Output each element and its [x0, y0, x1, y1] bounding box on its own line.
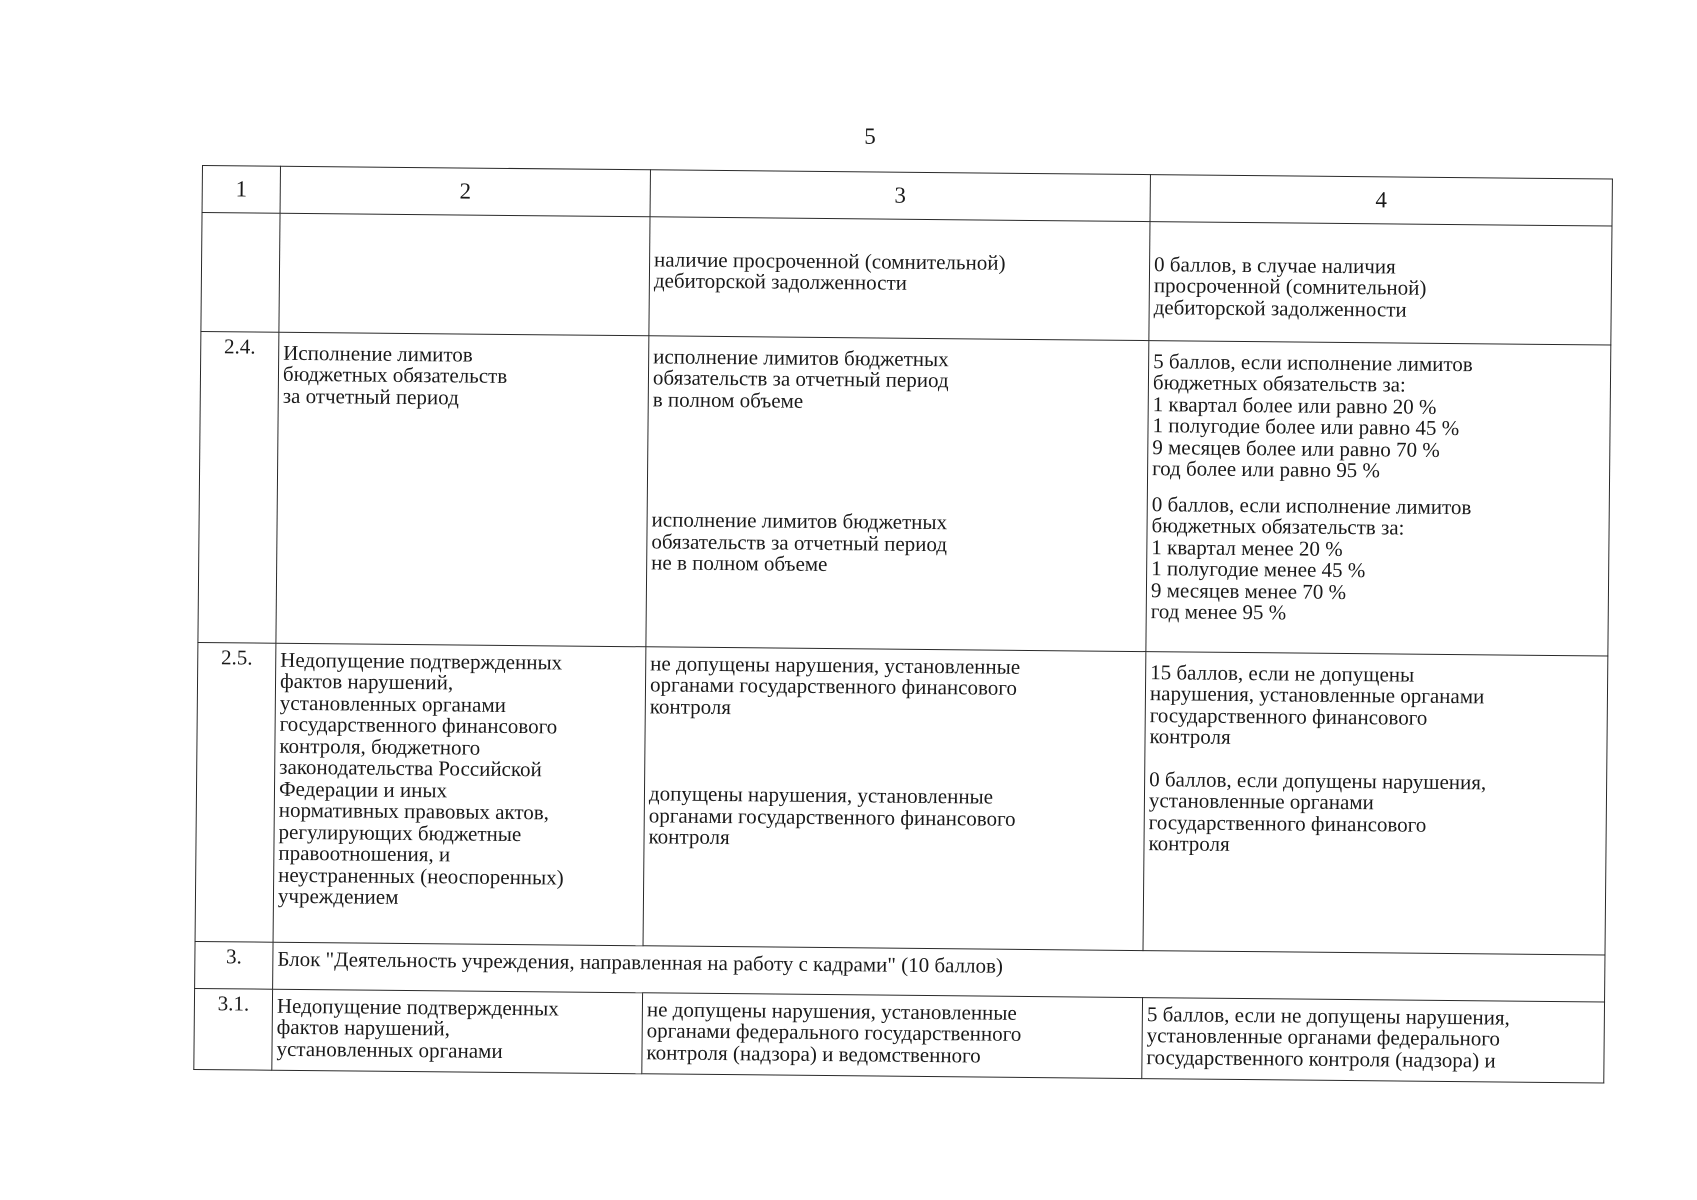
criterion-text: Недопущение подтвержденных фактов нарушений, установленных органами государственного финансового контроля, бюджетного законодательства Российской Федерации и иных нормативных правовых актов, регулирующих бюджетные правоотношения, и неустраненных (неоспоренных) учреждением: [277, 647, 564, 909]
condition-cell: [642, 992, 1143, 1078]
criterion-cell: [272, 989, 643, 1074]
table-row-2-5: [195, 642, 1608, 955]
score-text: 0 баллов, если допущены нарушения, установленные органами государственного финансового контроля: [1148, 766, 1487, 856]
condition-cell: [649, 217, 1150, 340]
score-text: 15 баллов, если не допущены нарушения, установленные органами государственного финансового контроля: [1149, 659, 1485, 749]
condition-text: наличие просроченной (сомнительной) дебиторской задолженности: [653, 246, 1006, 295]
criterion-cell: [279, 213, 650, 335]
condition-text: не допущены нарушения, установленные органами государственного финансового контроля: [649, 650, 1021, 719]
criterion-text: Исполнение лимитов бюджетных обязательств за отчетный период: [282, 340, 508, 409]
column-number-2: 2: [280, 166, 650, 217]
criteria-table: [193, 165, 1613, 1083]
row-number: 2.5.: [195, 642, 276, 942]
condition-text: исполнение лимитов бюджетных обязательств за отчетный период не в полном объеме: [651, 507, 948, 577]
score-cell: [1143, 651, 1608, 954]
score-text: 0 баллов, в случае наличия просроченной (сомнительной) дебиторской задолженности: [1153, 251, 1427, 322]
table-row-2-4: [198, 331, 1611, 656]
block-title: Блок "Деятельность учреждения, направленная на работу с кадрами" (10 баллов): [273, 942, 1605, 1002]
condition-text: не допущены нарушения, установленные органами федерального государственного контроля (надзора) и ведомственного: [646, 996, 1022, 1068]
score-text: 5 баллов, если исполнение лимитов бюджетных обязательств за: 1 квартал более или равно 20 % 1 полугодие более или равно 45 % 9 месяцев более или равно 70 % год более или равно 95 %: [1152, 348, 1473, 483]
column-number-3: 3: [650, 170, 1150, 222]
score-text: 5 баллов, если не допущены нарушения, установленные органами федерального государственного контроля (надзора) и: [1146, 1001, 1510, 1072]
table-row-continuation: [201, 213, 1612, 345]
row-number: 3.1.: [194, 988, 273, 1070]
criterion-cell: [273, 643, 646, 946]
condition-cell: [646, 335, 1149, 651]
score-cell: [1146, 340, 1611, 655]
column-number-1: 1: [202, 166, 280, 214]
row-number: 2.4.: [198, 331, 279, 643]
condition-text: допущены нарушения, установленные органами государственного финансового контроля: [648, 781, 1016, 850]
condition-cell: [643, 646, 1146, 950]
criterion-text: Недопущение подтвержденных фактов нарушений, установленных органами: [276, 993, 559, 1063]
score-text: 0 баллов, если исполнение лимитов бюджетных обязательств за: 1 квартал менее 20 % 1 полугодие менее 45 % 9 месяцев менее 70 % год менее 95 %: [1150, 491, 1472, 625]
column-number-4: 4: [1150, 175, 1612, 226]
table-row-3-1: [194, 988, 1605, 1083]
score-cell: [1149, 222, 1612, 345]
score-cell: [1142, 997, 1605, 1082]
condition-text: исполнение лимитов бюджетных обязательств за отчетный период в полном объеме: [652, 343, 949, 413]
criterion-cell: [276, 332, 649, 647]
row-number: [201, 213, 280, 332]
row-number: 3.: [195, 941, 273, 989]
page-number: 5: [864, 124, 876, 149]
